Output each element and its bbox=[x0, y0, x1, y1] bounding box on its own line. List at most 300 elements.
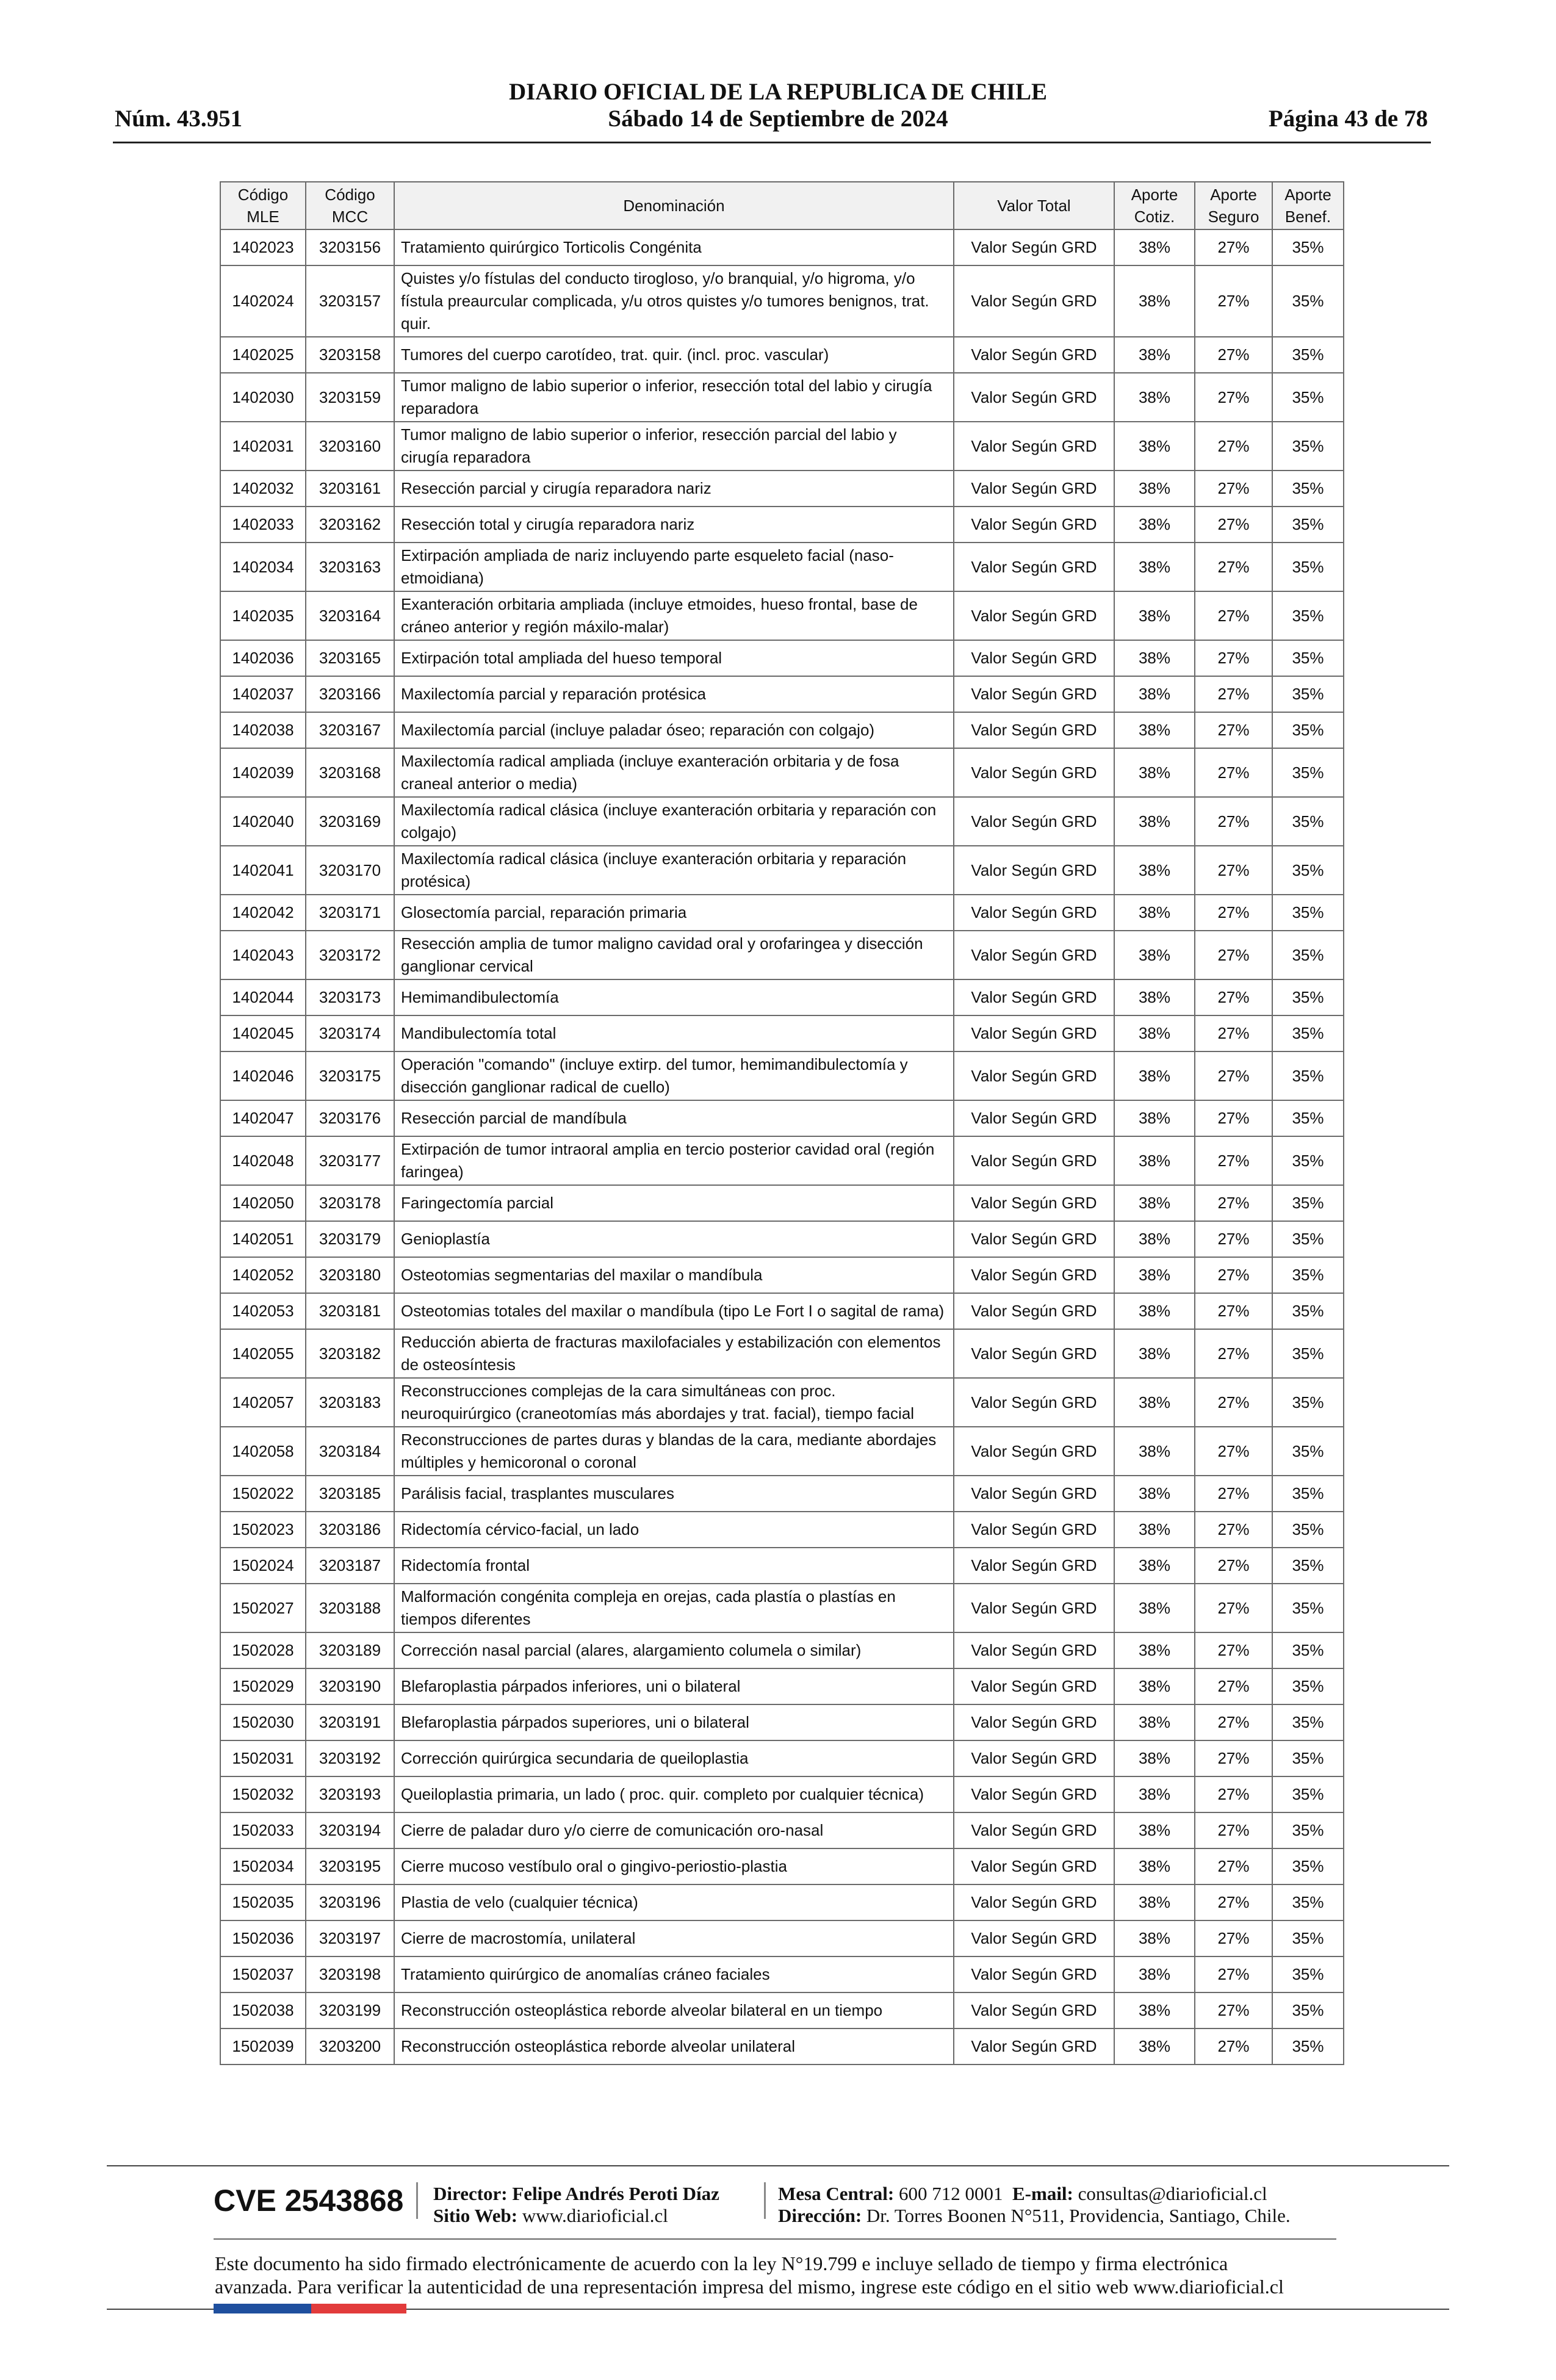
cell-contribution-cotiz: 38% bbox=[1114, 1548, 1195, 1584]
cell-code-mcc: 3203184 bbox=[306, 1427, 394, 1476]
cell-contribution-benef: 35% bbox=[1272, 1992, 1344, 2028]
cell-total-value: Valor Según GRD bbox=[954, 895, 1114, 931]
cell-contribution-seguro: 27% bbox=[1195, 1293, 1272, 1329]
column-header-contribution-seguro: Aporte Seguro bbox=[1195, 182, 1272, 229]
cell-contribution-benef: 35% bbox=[1272, 1427, 1344, 1476]
cell-code-mle: 1502022 bbox=[220, 1476, 306, 1512]
cell-contribution-cotiz: 38% bbox=[1114, 1884, 1195, 1920]
table-row bbox=[220, 748, 1344, 797]
cell-denomination: Ridectomía cérvico-facial, un lado bbox=[394, 1512, 954, 1548]
cell-contribution-benef: 35% bbox=[1272, 471, 1344, 507]
cell-code-mcc: 3203193 bbox=[306, 1776, 394, 1812]
cell-code-mcc: 3203190 bbox=[306, 1668, 394, 1704]
cell-contribution-seguro: 27% bbox=[1195, 1668, 1272, 1704]
cell-denomination: Tratamiento quirúrgico de anomalías cráneo faciales bbox=[394, 1956, 954, 1992]
cell-code-mcc: 3203182 bbox=[306, 1329, 394, 1378]
table-row bbox=[220, 1668, 1344, 1704]
cell-denomination: Hemimandibulectomía bbox=[394, 979, 954, 1015]
cell-contribution-seguro: 27% bbox=[1195, 373, 1272, 422]
cell-contribution-benef: 35% bbox=[1272, 1329, 1344, 1378]
cell-contribution-seguro: 27% bbox=[1195, 1100, 1272, 1136]
cell-contribution-cotiz: 38% bbox=[1114, 748, 1195, 797]
cell-total-value: Valor Según GRD bbox=[954, 1668, 1114, 1704]
table-row bbox=[220, 1884, 1344, 1920]
cell-code-mcc: 3203158 bbox=[306, 337, 394, 373]
cell-total-value: Valor Según GRD bbox=[954, 543, 1114, 591]
cell-denomination: Cierre de macrostomía, unilateral bbox=[394, 1920, 954, 1956]
cell-denomination: Reconstrucciones complejas de la cara simultáneas con proc. neuroquirúrgico (craneotomías más abordajes y trat. facial), tiempo facial bbox=[394, 1378, 954, 1427]
cell-contribution-cotiz: 38% bbox=[1114, 1668, 1195, 1704]
table-row bbox=[220, 1185, 1344, 1221]
cell-code-mle: 1402058 bbox=[220, 1427, 306, 1476]
cell-contribution-seguro: 27% bbox=[1195, 1378, 1272, 1427]
cell-code-mle: 1402038 bbox=[220, 712, 306, 748]
cell-total-value: Valor Según GRD bbox=[954, 1378, 1114, 1427]
cell-code-mcc: 3203186 bbox=[306, 1512, 394, 1548]
cell-contribution-benef: 35% bbox=[1272, 543, 1344, 591]
cell-code-mle: 1502034 bbox=[220, 1848, 306, 1884]
cell-contribution-seguro: 27% bbox=[1195, 543, 1272, 591]
legal-line: Este documento ha sido firmado electrónicamente de acuerdo con la ley N°19.799 e incluye sellado de tiempo y firma electrónica bbox=[215, 2252, 1228, 2274]
cell-total-value: Valor Según GRD bbox=[954, 229, 1114, 265]
table-row bbox=[220, 712, 1344, 748]
cell-contribution-cotiz: 38% bbox=[1114, 1378, 1195, 1427]
cell-total-value: Valor Según GRD bbox=[954, 2028, 1114, 2064]
cell-code-mle: 1402031 bbox=[220, 422, 306, 471]
cell-code-mcc: 3203157 bbox=[306, 265, 394, 337]
cell-contribution-seguro: 27% bbox=[1195, 1329, 1272, 1378]
cell-code-mle: 1402033 bbox=[220, 507, 306, 543]
cell-total-value: Valor Según GRD bbox=[954, 640, 1114, 676]
cell-total-value: Valor Según GRD bbox=[954, 1848, 1114, 1884]
cell-total-value: Valor Según GRD bbox=[954, 1920, 1114, 1956]
cell-denomination: Mandibulectomía total bbox=[394, 1015, 954, 1051]
cell-code-mcc: 3203195 bbox=[306, 1848, 394, 1884]
table-row bbox=[220, 1956, 1344, 1992]
cell-total-value: Valor Según GRD bbox=[954, 422, 1114, 471]
cell-total-value: Valor Según GRD bbox=[954, 1704, 1114, 1740]
cell-denomination: Extirpación de tumor intraoral amplia en tercio posterior cavidad oral (región faringea) bbox=[394, 1136, 954, 1185]
table-row bbox=[220, 229, 1344, 265]
cell-contribution-benef: 35% bbox=[1272, 895, 1344, 931]
cell-denomination: Queiloplastia primaria, un lado ( proc. quir. completo por cualquier técnica) bbox=[394, 1776, 954, 1812]
cell-code-mle: 1402042 bbox=[220, 895, 306, 931]
cell-code-mcc: 3203168 bbox=[306, 748, 394, 797]
table-row bbox=[220, 1740, 1344, 1776]
cell-contribution-benef: 35% bbox=[1272, 1920, 1344, 1956]
email-link[interactable]: consultas@diarioficial.cl bbox=[1078, 2183, 1267, 2204]
director-name: Felipe Andrés Peroti Díaz bbox=[512, 2183, 719, 2204]
cell-denomination: Ridectomía frontal bbox=[394, 1548, 954, 1584]
cell-denomination: Glosectomía parcial, reparación primaria bbox=[394, 895, 954, 931]
cell-code-mcc: 3203167 bbox=[306, 712, 394, 748]
cell-contribution-benef: 35% bbox=[1272, 1776, 1344, 1812]
cell-code-mle: 1402045 bbox=[220, 1015, 306, 1051]
cell-contribution-seguro: 27% bbox=[1195, 1221, 1272, 1257]
cell-contribution-benef: 35% bbox=[1272, 1548, 1344, 1584]
cell-contribution-seguro: 27% bbox=[1195, 1704, 1272, 1740]
cell-contribution-cotiz: 38% bbox=[1114, 1221, 1195, 1257]
cell-code-mcc: 3203175 bbox=[306, 1051, 394, 1100]
footer-divider bbox=[107, 2165, 1449, 2166]
cell-total-value: Valor Según GRD bbox=[954, 1632, 1114, 1668]
cell-contribution-seguro: 27% bbox=[1195, 265, 1272, 337]
flag-stripe-blue bbox=[214, 2304, 311, 2313]
cell-contribution-cotiz: 38% bbox=[1114, 543, 1195, 591]
table-row bbox=[220, 1051, 1344, 1100]
table-row bbox=[220, 1548, 1344, 1584]
cell-contribution-benef: 35% bbox=[1272, 1378, 1344, 1427]
cell-contribution-benef: 35% bbox=[1272, 1293, 1344, 1329]
cell-contribution-cotiz: 38% bbox=[1114, 712, 1195, 748]
cell-code-mcc: 3203166 bbox=[306, 676, 394, 712]
cell-total-value: Valor Según GRD bbox=[954, 471, 1114, 507]
table-row bbox=[220, 1257, 1344, 1293]
column-header-contribution-benef: Aporte Benef. bbox=[1272, 182, 1344, 229]
column-header-code-mle: Código MLE bbox=[220, 182, 306, 229]
cell-contribution-cotiz: 38% bbox=[1114, 797, 1195, 846]
cell-denomination: Resección total y cirugía reparadora nariz bbox=[394, 507, 954, 543]
table-row bbox=[220, 979, 1344, 1015]
table-header-row bbox=[220, 182, 1344, 229]
cell-contribution-cotiz: 38% bbox=[1114, 1632, 1195, 1668]
cell-code-mcc: 3203170 bbox=[306, 846, 394, 895]
cell-contribution-cotiz: 38% bbox=[1114, 337, 1195, 373]
cell-contribution-seguro: 27% bbox=[1195, 422, 1272, 471]
cell-contribution-seguro: 27% bbox=[1195, 1427, 1272, 1476]
cell-contribution-seguro: 27% bbox=[1195, 979, 1272, 1015]
footer-separator bbox=[764, 2182, 766, 2219]
cell-contribution-cotiz: 38% bbox=[1114, 422, 1195, 471]
cell-denomination: Exanteración orbitaria ampliada (incluye etmoides, hueso frontal, base de cráneo anterior y región máxilo-malar) bbox=[394, 591, 954, 640]
table-row bbox=[220, 1100, 1344, 1136]
cell-contribution-cotiz: 38% bbox=[1114, 640, 1195, 676]
cell-contribution-cotiz: 38% bbox=[1114, 1512, 1195, 1548]
cell-contribution-seguro: 27% bbox=[1195, 2028, 1272, 2064]
cell-total-value: Valor Según GRD bbox=[954, 1476, 1114, 1512]
cell-code-mcc: 3203179 bbox=[306, 1221, 394, 1257]
cell-contribution-cotiz: 38% bbox=[1114, 1329, 1195, 1378]
cell-denomination: Tumor maligno de labio superior o inferior, resección total del labio y cirugía reparadora bbox=[394, 373, 954, 422]
cell-contribution-benef: 35% bbox=[1272, 676, 1344, 712]
cell-code-mle: 1402052 bbox=[220, 1257, 306, 1293]
table-row bbox=[220, 422, 1344, 471]
cell-total-value: Valor Según GRD bbox=[954, 1884, 1114, 1920]
cell-contribution-seguro: 27% bbox=[1195, 1740, 1272, 1776]
cell-denomination: Blefaroplastia párpados superiores, uni o bilateral bbox=[394, 1704, 954, 1740]
procedures-table bbox=[220, 181, 1344, 2065]
cell-code-mle: 1402024 bbox=[220, 265, 306, 337]
cell-total-value: Valor Según GRD bbox=[954, 712, 1114, 748]
table-row bbox=[220, 1584, 1344, 1632]
cell-denomination: Corrección quirúrgica secundaria de queiloplastia bbox=[394, 1740, 954, 1776]
cell-denomination: Tratamiento quirúrgico Torticolis Congénita bbox=[394, 229, 954, 265]
cell-contribution-cotiz: 38% bbox=[1114, 1051, 1195, 1100]
cell-total-value: Valor Según GRD bbox=[954, 979, 1114, 1015]
cell-denomination: Cierre de paladar duro y/o cierre de comunicación oro-nasal bbox=[394, 1812, 954, 1848]
table-row bbox=[220, 931, 1344, 979]
cell-contribution-seguro: 27% bbox=[1195, 640, 1272, 676]
table-row bbox=[220, 676, 1344, 712]
cve-code: CVE 2543868 bbox=[214, 2183, 404, 2218]
cell-contribution-benef: 35% bbox=[1272, 1848, 1344, 1884]
table-row bbox=[220, 1015, 1344, 1051]
table-body bbox=[220, 229, 1344, 2064]
cell-total-value: Valor Según GRD bbox=[954, 931, 1114, 979]
cell-contribution-cotiz: 38% bbox=[1114, 1293, 1195, 1329]
cell-contribution-benef: 35% bbox=[1272, 1257, 1344, 1293]
table-row bbox=[220, 507, 1344, 543]
cell-denomination: Extirpación total ampliada del hueso temporal bbox=[394, 640, 954, 676]
web-link[interactable]: www.diarioficial.cl bbox=[522, 2205, 668, 2226]
cell-contribution-benef: 35% bbox=[1272, 797, 1344, 846]
cell-contribution-benef: 35% bbox=[1272, 265, 1344, 337]
cell-total-value: Valor Según GRD bbox=[954, 1548, 1114, 1584]
cell-code-mcc: 3203200 bbox=[306, 2028, 394, 2064]
cell-denomination: Osteotomias segmentarias del maxilar o mandíbula bbox=[394, 1257, 954, 1293]
cell-contribution-benef: 35% bbox=[1272, 1584, 1344, 1632]
table-row bbox=[220, 1848, 1344, 1884]
cell-contribution-seguro: 27% bbox=[1195, 712, 1272, 748]
cell-contribution-seguro: 27% bbox=[1195, 1512, 1272, 1548]
table-row bbox=[220, 1427, 1344, 1476]
cell-code-mcc: 3203171 bbox=[306, 895, 394, 931]
cell-contribution-benef: 35% bbox=[1272, 640, 1344, 676]
table-row bbox=[220, 373, 1344, 422]
address-label: Dirección: bbox=[778, 2205, 862, 2226]
cell-contribution-cotiz: 38% bbox=[1114, 1100, 1195, 1136]
cell-contribution-cotiz: 38% bbox=[1114, 265, 1195, 337]
cell-denomination: Maxilectomía parcial y reparación protésica bbox=[394, 676, 954, 712]
cell-total-value: Valor Según GRD bbox=[954, 797, 1114, 846]
cell-code-mle: 1502027 bbox=[220, 1584, 306, 1632]
cell-contribution-benef: 35% bbox=[1272, 373, 1344, 422]
cell-contribution-cotiz: 38% bbox=[1114, 1848, 1195, 1884]
cell-total-value: Valor Según GRD bbox=[954, 1956, 1114, 1992]
cell-code-mcc: 3203174 bbox=[306, 1015, 394, 1051]
table-row bbox=[220, 1221, 1344, 1257]
header-divider bbox=[113, 142, 1431, 143]
cell-code-mcc: 3203198 bbox=[306, 1956, 394, 1992]
cell-contribution-benef: 35% bbox=[1272, 229, 1344, 265]
cell-total-value: Valor Según GRD bbox=[954, 337, 1114, 373]
cell-contribution-benef: 35% bbox=[1272, 337, 1344, 373]
cell-total-value: Valor Según GRD bbox=[954, 1221, 1114, 1257]
cell-contribution-benef: 35% bbox=[1272, 1476, 1344, 1512]
table-row bbox=[220, 1329, 1344, 1378]
cell-contribution-cotiz: 38% bbox=[1114, 1257, 1195, 1293]
cell-code-mcc: 3203177 bbox=[306, 1136, 394, 1185]
cell-contribution-benef: 35% bbox=[1272, 2028, 1344, 2064]
cell-code-mle: 1402036 bbox=[220, 640, 306, 676]
cell-code-mle: 1502038 bbox=[220, 1992, 306, 2028]
cell-code-mle: 1502037 bbox=[220, 1956, 306, 1992]
cell-total-value: Valor Según GRD bbox=[954, 1776, 1114, 1812]
contact-block bbox=[778, 2183, 1291, 2227]
cell-total-value: Valor Según GRD bbox=[954, 1100, 1114, 1136]
cell-denomination: Genioplastía bbox=[394, 1221, 954, 1257]
cell-contribution-cotiz: 38% bbox=[1114, 1584, 1195, 1632]
cell-denomination: Tumores del cuerpo carotídeo, trat. quir. (incl. proc. vascular) bbox=[394, 337, 954, 373]
director-label: Director: bbox=[433, 2183, 508, 2204]
cell-contribution-seguro: 27% bbox=[1195, 1776, 1272, 1812]
cell-code-mle: 1502028 bbox=[220, 1632, 306, 1668]
cell-code-mle: 1402057 bbox=[220, 1378, 306, 1427]
cell-contribution-benef: 35% bbox=[1272, 712, 1344, 748]
cell-code-mcc: 3203197 bbox=[306, 1920, 394, 1956]
cell-contribution-cotiz: 38% bbox=[1114, 1704, 1195, 1740]
cell-contribution-cotiz: 38% bbox=[1114, 1015, 1195, 1051]
cell-denomination: Maxilectomía radical clásica (incluye exanteración orbitaria y reparación con colgajo) bbox=[394, 797, 954, 846]
cell-code-mle: 1402040 bbox=[220, 797, 306, 846]
cell-code-mle: 1402055 bbox=[220, 1329, 306, 1378]
cell-code-mle: 1402025 bbox=[220, 337, 306, 373]
cell-code-mcc: 3203196 bbox=[306, 1884, 394, 1920]
cell-contribution-seguro: 27% bbox=[1195, 846, 1272, 895]
cell-code-mcc: 3203160 bbox=[306, 422, 394, 471]
cell-denomination: Reconstrucción osteoplástica reborde alveolar bilateral en un tiempo bbox=[394, 1992, 954, 2028]
cell-contribution-seguro: 27% bbox=[1195, 337, 1272, 373]
cell-contribution-seguro: 27% bbox=[1195, 895, 1272, 931]
cell-contribution-seguro: 27% bbox=[1195, 1848, 1272, 1884]
cell-code-mcc: 3203176 bbox=[306, 1100, 394, 1136]
cell-denomination: Quistes y/o fístulas del conducto tirogloso, y/o branquial, y/o higroma, y/o fístula preaurcular complicada, y/u otros quistes y/o tumores benignos, trat. quir. bbox=[394, 265, 954, 337]
table-row bbox=[220, 1992, 1344, 2028]
cell-contribution-cotiz: 38% bbox=[1114, 1185, 1195, 1221]
table-row bbox=[220, 640, 1344, 676]
column-header-total-value: Valor Total bbox=[954, 182, 1114, 229]
cell-contribution-benef: 35% bbox=[1272, 1812, 1344, 1848]
table-row bbox=[220, 1920, 1344, 1956]
cell-code-mle: 1402035 bbox=[220, 591, 306, 640]
issue-number: Núm. 43.951 bbox=[115, 106, 243, 132]
cell-code-mle: 1502030 bbox=[220, 1704, 306, 1740]
cell-contribution-cotiz: 38% bbox=[1114, 471, 1195, 507]
cell-contribution-cotiz: 38% bbox=[1114, 1776, 1195, 1812]
cell-denomination: Maxilectomía radical ampliada (incluye exanteración orbitaria y de fosa craneal anterior o media) bbox=[394, 748, 954, 797]
cell-contribution-seguro: 27% bbox=[1195, 471, 1272, 507]
cell-code-mle: 1402051 bbox=[220, 1221, 306, 1257]
cell-code-mcc: 3203192 bbox=[306, 1740, 394, 1776]
cell-denomination: Resección parcial y cirugía reparadora nariz bbox=[394, 471, 954, 507]
cell-contribution-benef: 35% bbox=[1272, 1632, 1344, 1668]
cell-contribution-benef: 35% bbox=[1272, 1100, 1344, 1136]
cell-denomination: Plastia de velo (cualquier técnica) bbox=[394, 1884, 954, 1920]
mesa-value: 600 712 0001 bbox=[899, 2183, 1003, 2204]
email-label: E-mail: bbox=[1012, 2183, 1073, 2204]
cell-contribution-benef: 35% bbox=[1272, 1136, 1344, 1185]
page-number: Página 43 de 78 bbox=[1268, 106, 1428, 132]
cell-code-mcc: 3203185 bbox=[306, 1476, 394, 1512]
cell-code-mcc: 3203173 bbox=[306, 979, 394, 1015]
cell-contribution-benef: 35% bbox=[1272, 507, 1344, 543]
cell-total-value: Valor Según GRD bbox=[954, 1584, 1114, 1632]
cell-contribution-cotiz: 38% bbox=[1114, 2028, 1195, 2064]
table-row bbox=[220, 337, 1344, 373]
cell-contribution-benef: 35% bbox=[1272, 931, 1344, 979]
cell-code-mle: 1502033 bbox=[220, 1812, 306, 1848]
cell-total-value: Valor Según GRD bbox=[954, 265, 1114, 337]
cell-denomination: Operación "comando" (incluye extirp. del tumor, hemimandibulectomía y disección ganglionar radical de cuello) bbox=[394, 1051, 954, 1100]
cell-total-value: Valor Según GRD bbox=[954, 676, 1114, 712]
cell-contribution-cotiz: 38% bbox=[1114, 846, 1195, 895]
cell-total-value: Valor Según GRD bbox=[954, 1427, 1114, 1476]
table-row bbox=[220, 2028, 1344, 2064]
publication-title: DIARIO OFICIAL DE LA REPUBLICA DE CHILE bbox=[508, 79, 1047, 105]
cell-total-value: Valor Según GRD bbox=[954, 1015, 1114, 1051]
cell-contribution-seguro: 27% bbox=[1195, 931, 1272, 979]
cell-code-mle: 1402053 bbox=[220, 1293, 306, 1329]
cell-code-mcc: 3203164 bbox=[306, 591, 394, 640]
cell-contribution-benef: 35% bbox=[1272, 1704, 1344, 1740]
cell-code-mcc: 3203165 bbox=[306, 640, 394, 676]
cell-code-mle: 1502023 bbox=[220, 1512, 306, 1548]
cell-code-mcc: 3203188 bbox=[306, 1584, 394, 1632]
legal-line: avanzada. Para verificar la autenticidad de una representación impresa del mismo, ingrese este código en el sitio web www.diarioficial.cl bbox=[215, 2276, 1284, 2298]
table-row bbox=[220, 1776, 1344, 1812]
cell-contribution-seguro: 27% bbox=[1195, 1812, 1272, 1848]
cell-total-value: Valor Según GRD bbox=[954, 1051, 1114, 1100]
cell-code-mle: 1502039 bbox=[220, 2028, 306, 2064]
cell-denomination: Reconstrucción osteoplástica reborde alveolar unilateral bbox=[394, 2028, 954, 2064]
cell-contribution-cotiz: 38% bbox=[1114, 1476, 1195, 1512]
cell-code-mcc: 3203159 bbox=[306, 373, 394, 422]
cell-code-mle: 1502035 bbox=[220, 1884, 306, 1920]
cell-contribution-benef: 35% bbox=[1272, 1051, 1344, 1100]
table-row bbox=[220, 1512, 1344, 1548]
web-label: Sitio Web: bbox=[433, 2205, 518, 2226]
table-row bbox=[220, 1136, 1344, 1185]
cell-contribution-cotiz: 38% bbox=[1114, 591, 1195, 640]
cell-contribution-seguro: 27% bbox=[1195, 507, 1272, 543]
cell-denomination: Malformación congénita compleja en orejas, cada plastía o plastías en tiempos diferentes bbox=[394, 1584, 954, 1632]
cell-contribution-benef: 35% bbox=[1272, 1740, 1344, 1776]
cell-contribution-benef: 35% bbox=[1272, 422, 1344, 471]
cell-total-value: Valor Según GRD bbox=[954, 846, 1114, 895]
cell-total-value: Valor Según GRD bbox=[954, 1185, 1114, 1221]
cell-code-mcc: 3203194 bbox=[306, 1812, 394, 1848]
director-block bbox=[433, 2183, 719, 2227]
table-row bbox=[220, 797, 1344, 846]
cell-total-value: Valor Según GRD bbox=[954, 373, 1114, 422]
cell-contribution-seguro: 27% bbox=[1195, 1257, 1272, 1293]
cell-code-mle: 1402043 bbox=[220, 931, 306, 979]
cell-code-mle: 1402037 bbox=[220, 676, 306, 712]
table-row bbox=[220, 591, 1344, 640]
cell-contribution-benef: 35% bbox=[1272, 1668, 1344, 1704]
cell-denomination: Reconstrucciones de partes duras y blandas de la cara, mediante abordajes múltiples y hemicoronal o coronal bbox=[394, 1427, 954, 1476]
cell-code-mle: 1402030 bbox=[220, 373, 306, 422]
table-row bbox=[220, 265, 1344, 337]
table-row bbox=[220, 846, 1344, 895]
table-row bbox=[220, 543, 1344, 591]
cell-contribution-seguro: 27% bbox=[1195, 676, 1272, 712]
cell-code-mcc: 3203183 bbox=[306, 1378, 394, 1427]
cell-contribution-seguro: 27% bbox=[1195, 1051, 1272, 1100]
cell-code-mcc: 3203169 bbox=[306, 797, 394, 846]
cell-denomination: Faringectomía parcial bbox=[394, 1185, 954, 1221]
cell-code-mcc: 3203199 bbox=[306, 1992, 394, 2028]
cell-denomination: Blefaroplastia párpados inferiores, uni o bilateral bbox=[394, 1668, 954, 1704]
cell-denomination: Extirpación ampliada de nariz incluyendo parte esqueleto facial (naso-etmoidiana) bbox=[394, 543, 954, 591]
cell-contribution-cotiz: 38% bbox=[1114, 895, 1195, 931]
legal-notice bbox=[215, 2252, 1374, 2298]
cell-contribution-seguro: 27% bbox=[1195, 591, 1272, 640]
cell-contribution-cotiz: 38% bbox=[1114, 1992, 1195, 2028]
cell-contribution-cotiz: 38% bbox=[1114, 1427, 1195, 1476]
cell-denomination: Parálisis facial, trasplantes musculares bbox=[394, 1476, 954, 1512]
table-row bbox=[220, 895, 1344, 931]
